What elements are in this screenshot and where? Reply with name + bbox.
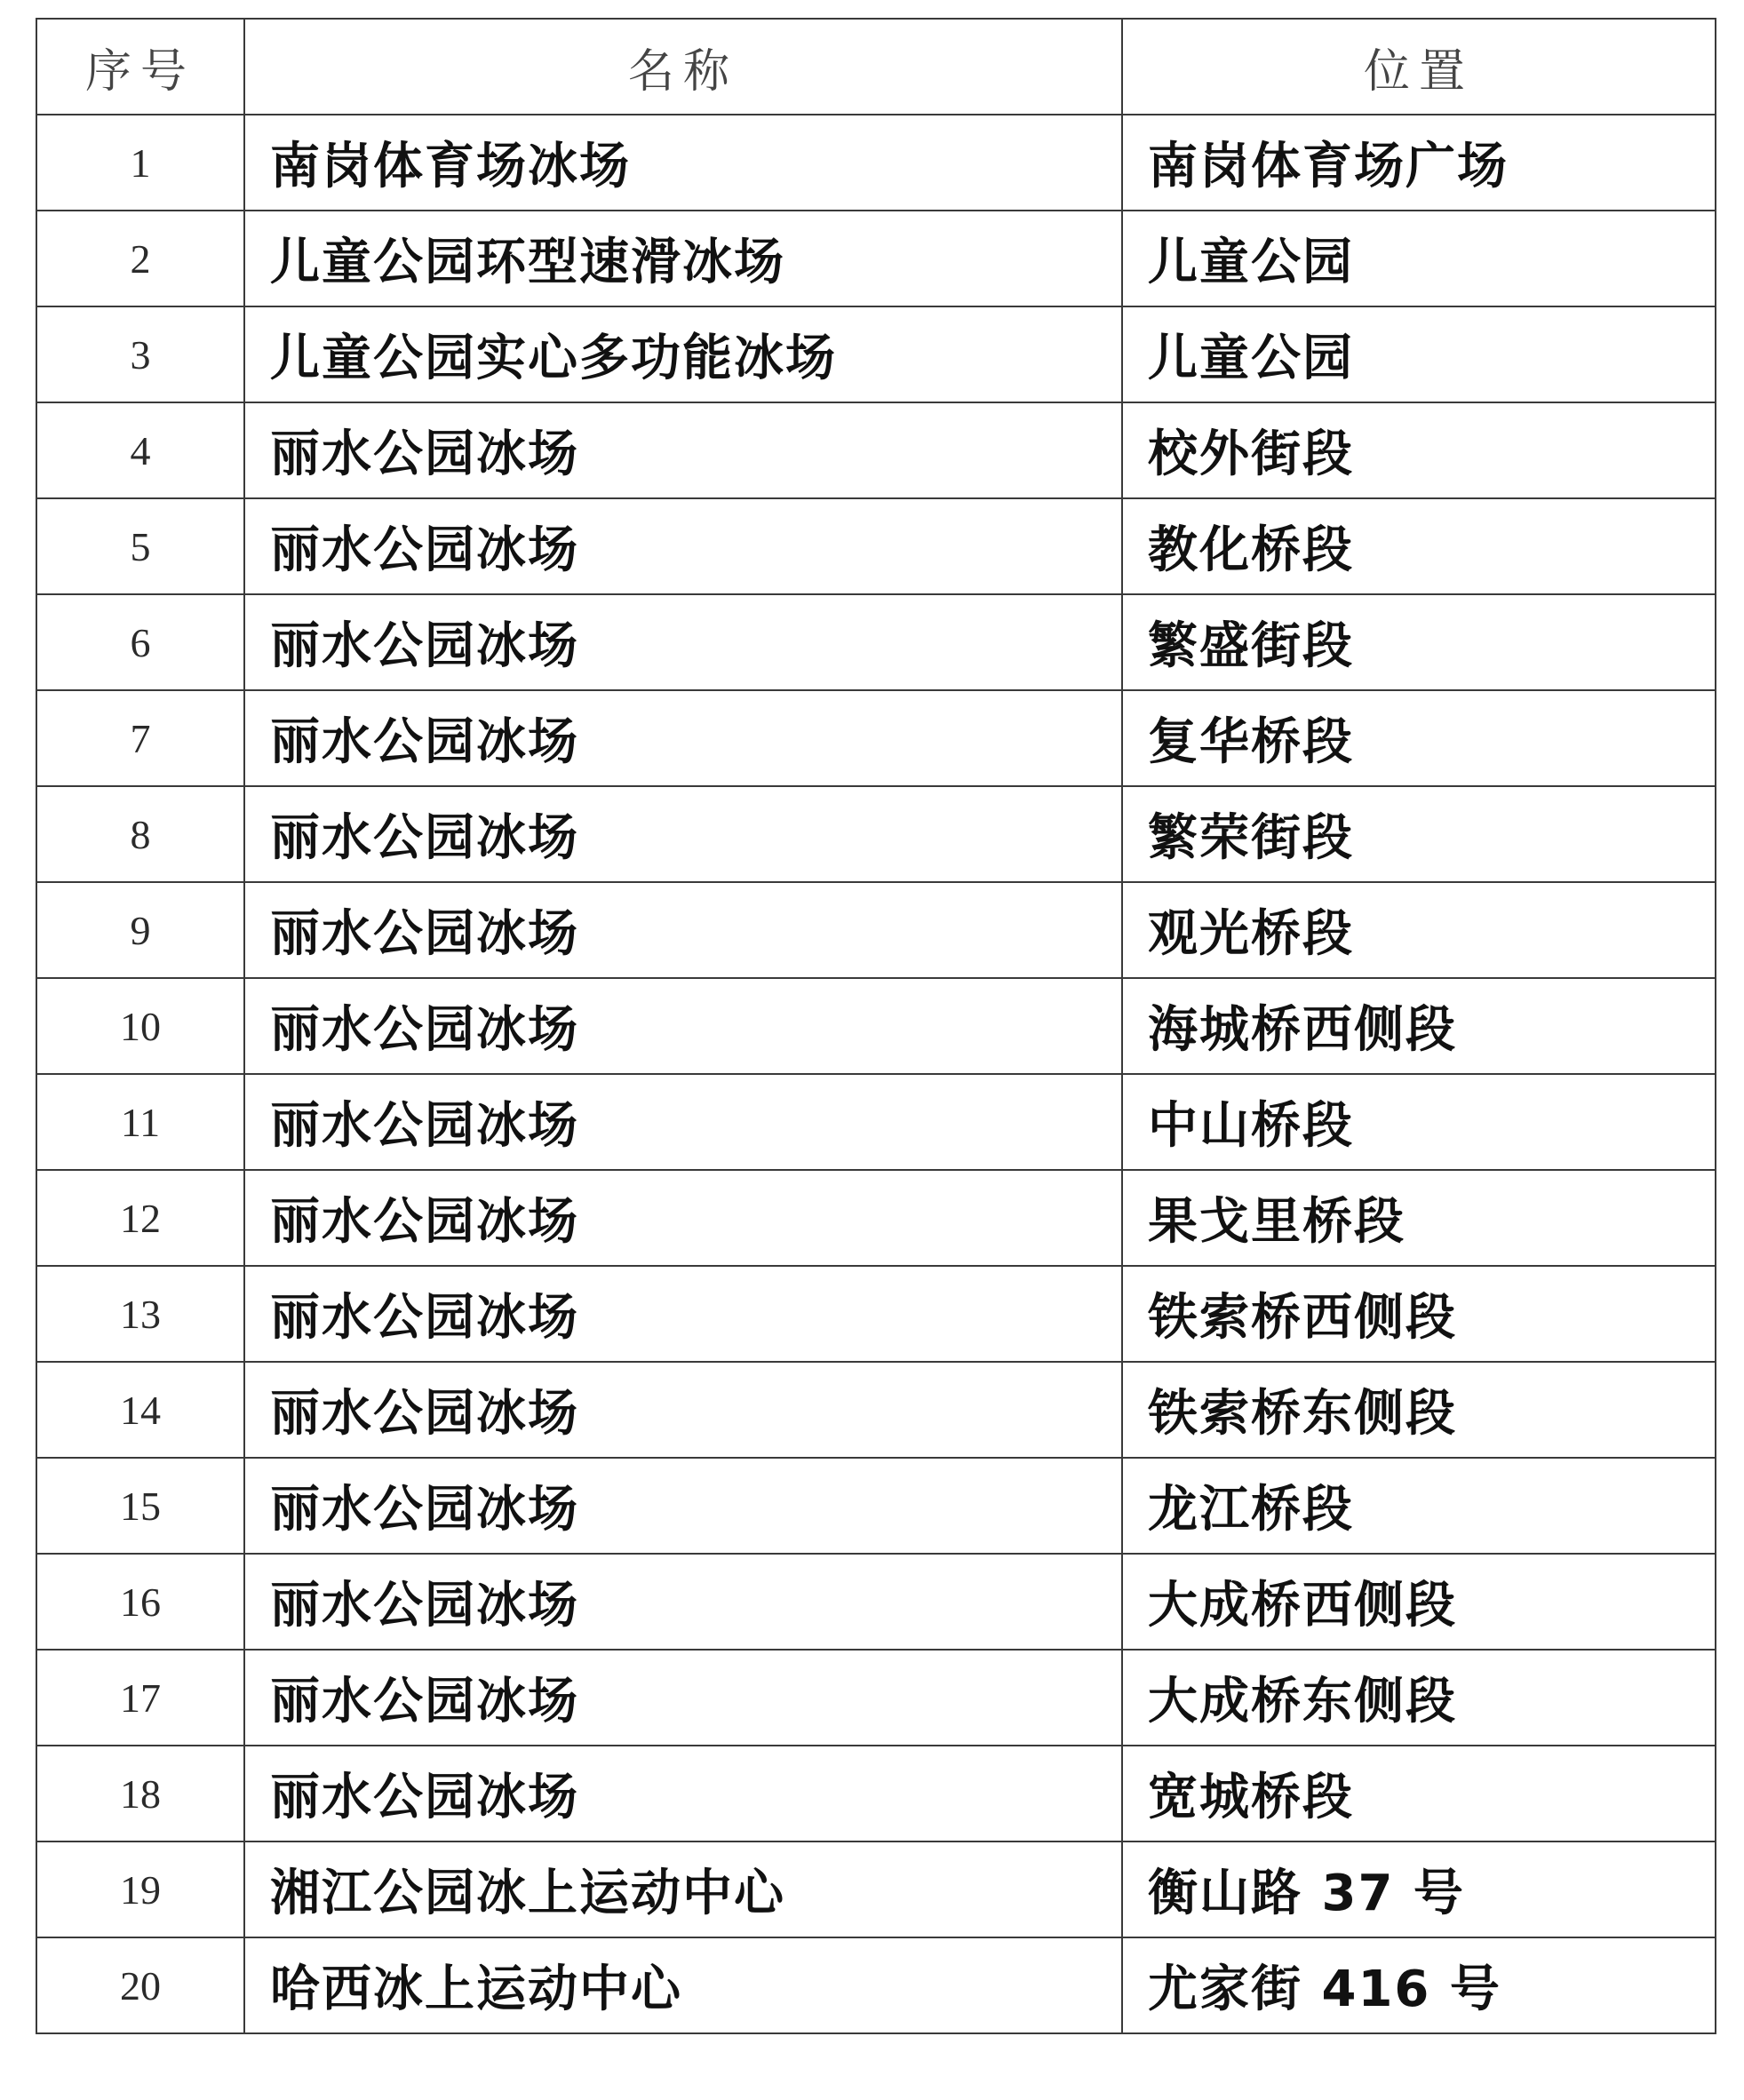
row-location: 观光桥段 <box>1122 882 1716 978</box>
row-location: 宽城桥段 <box>1122 1746 1716 1841</box>
row-rink-name: 丽水公园冰场 <box>244 498 1122 594</box>
row-location: 教化桥段 <box>1122 498 1716 594</box>
row-rink-name: 丽水公园冰场 <box>244 594 1122 690</box>
row-location: 铁索桥东侧段 <box>1122 1362 1716 1458</box>
table-row <box>36 402 1716 498</box>
table-row <box>36 1746 1716 1841</box>
row-rink-name: 儿童公园环型速滑冰场 <box>244 211 1122 306</box>
table-row <box>36 1841 1716 1937</box>
row-index: 14 <box>36 1362 244 1458</box>
row-index: 13 <box>36 1266 244 1362</box>
row-rink-name: 丽水公园冰场 <box>244 1362 1122 1458</box>
row-location: 大成桥东侧段 <box>1122 1650 1716 1746</box>
row-rink-name: 丽水公园冰场 <box>244 690 1122 786</box>
table-row <box>36 211 1716 306</box>
row-rink-name: 哈西冰上运动中心 <box>244 1937 1122 2033</box>
row-rink-name: 丽水公园冰场 <box>244 1266 1122 1362</box>
row-location: 校外街段 <box>1122 402 1716 498</box>
table-row <box>36 978 1716 1074</box>
row-location: 果戈里桥段 <box>1122 1170 1716 1266</box>
row-location: 中山桥段 <box>1122 1074 1716 1170</box>
table-row <box>36 1170 1716 1266</box>
row-location: 大成桥西侧段 <box>1122 1554 1716 1650</box>
row-rink-name: 丽水公园冰场 <box>244 978 1122 1074</box>
row-rink-name: 丽水公园冰场 <box>244 1458 1122 1554</box>
table-row <box>36 498 1716 594</box>
row-rink-name: 丽水公园冰场 <box>244 1554 1122 1650</box>
row-location: 繁盛街段 <box>1122 594 1716 690</box>
row-rink-name: 南岗体育场冰场 <box>244 115 1122 211</box>
row-location: 儿童公园 <box>1122 306 1716 402</box>
row-location: 龙江桥段 <box>1122 1458 1716 1554</box>
row-location: 铁索桥西侧段 <box>1122 1266 1716 1362</box>
table-row <box>36 1362 1716 1458</box>
table-row <box>36 594 1716 690</box>
row-index: 2 <box>36 211 244 306</box>
row-rink-name: 丽水公园冰场 <box>244 1746 1122 1841</box>
row-index: 19 <box>36 1841 244 1937</box>
row-location: 复华桥段 <box>1122 690 1716 786</box>
table-row <box>36 1650 1716 1746</box>
table-row <box>36 882 1716 978</box>
row-index: 1 <box>36 115 244 211</box>
row-index: 11 <box>36 1074 244 1170</box>
table-row <box>36 306 1716 402</box>
row-index: 5 <box>36 498 244 594</box>
row-index: 4 <box>36 402 244 498</box>
rink-list-table-container <box>36 18 1716 2034</box>
row-location: 衡山路 37 号 <box>1122 1841 1716 1937</box>
row-location: 海城桥西侧段 <box>1122 978 1716 1074</box>
header-name: 名称 <box>244 19 1122 115</box>
row-index: 18 <box>36 1746 244 1841</box>
row-index: 10 <box>36 978 244 1074</box>
table-row <box>36 1458 1716 1554</box>
row-location: 儿童公园 <box>1122 211 1716 306</box>
row-index: 7 <box>36 690 244 786</box>
table-header-row <box>36 19 1716 115</box>
row-rink-name: 儿童公园实心多功能冰场 <box>244 306 1122 402</box>
row-rink-name: 丽水公园冰场 <box>244 1650 1122 1746</box>
row-location: 尤家街 416 号 <box>1122 1937 1716 2033</box>
row-rink-name: 湘江公园冰上运动中心 <box>244 1841 1122 1937</box>
row-rink-name: 丽水公园冰场 <box>244 786 1122 882</box>
row-location: 繁荣街段 <box>1122 786 1716 882</box>
row-index: 3 <box>36 306 244 402</box>
row-index: 20 <box>36 1937 244 2033</box>
row-index: 8 <box>36 786 244 882</box>
table-row <box>36 1266 1716 1362</box>
row-rink-name: 丽水公园冰场 <box>244 1074 1122 1170</box>
row-index: 16 <box>36 1554 244 1650</box>
table-row <box>36 1074 1716 1170</box>
row-index: 12 <box>36 1170 244 1266</box>
row-location: 南岗体育场广场 <box>1122 115 1716 211</box>
table-row <box>36 786 1716 882</box>
row-rink-name: 丽水公园冰场 <box>244 882 1122 978</box>
row-index: 6 <box>36 594 244 690</box>
row-index: 15 <box>36 1458 244 1554</box>
table-row <box>36 1554 1716 1650</box>
header-location: 位置 <box>1122 19 1716 115</box>
table-body <box>36 115 1716 2033</box>
row-index: 17 <box>36 1650 244 1746</box>
row-index: 9 <box>36 882 244 978</box>
table-row <box>36 115 1716 211</box>
rink-list-table <box>36 18 1716 2034</box>
table-row <box>36 1937 1716 2033</box>
header-index: 序号 <box>36 19 244 115</box>
table-row <box>36 690 1716 786</box>
row-rink-name: 丽水公园冰场 <box>244 402 1122 498</box>
row-rink-name: 丽水公园冰场 <box>244 1170 1122 1266</box>
